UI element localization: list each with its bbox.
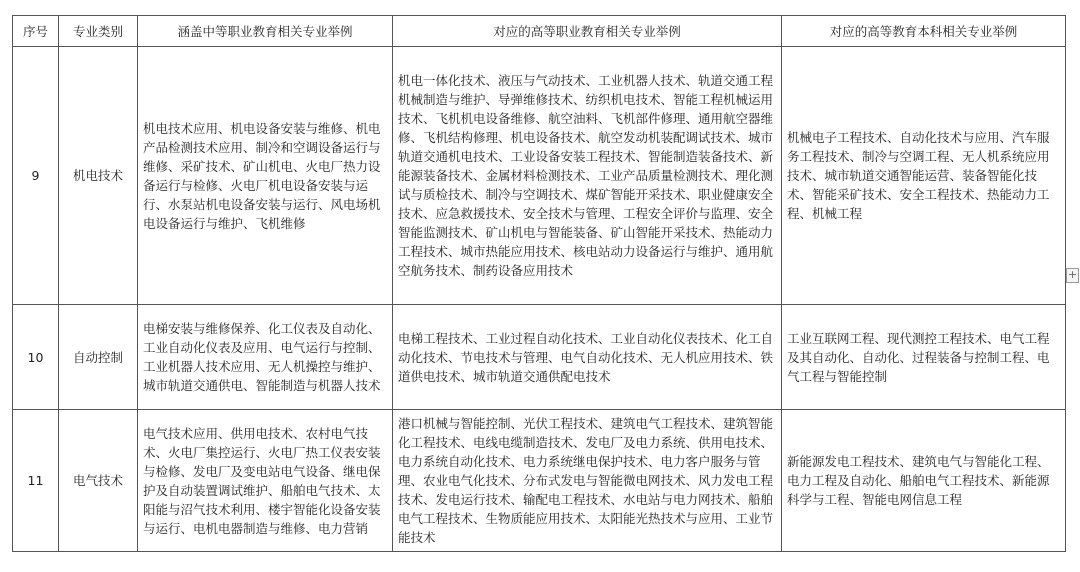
- row-higher-vocational: 港口机械与智能控制、光伏工程技术、建筑电气工程技术、建筑智能化工程技术、电线电缆制造技术、发电厂及电力系统、供用电技术、电力系统自动化技术、电力系统继电保护技术、电力客户服务与管理、农业电气化技术、分布式发电与智能微电网技术、风力发电工程技术、发电运行技术、输配电工程技术、水电站与电力网技术、船舶电气工程技术、生物质能应用技术、太阳能光热技术与应用、工业节能技术: [393, 410, 782, 552]
- header-category: 专业类别: [59, 16, 138, 47]
- major-table: [12, 15, 1066, 552]
- row-category: 机电技术: [59, 47, 138, 305]
- table-row: [13, 305, 1066, 410]
- table-row: [13, 47, 1066, 305]
- row-category: 电气技术: [59, 410, 138, 552]
- row-category: 自动控制: [59, 305, 138, 410]
- row-undergraduate: 工业互联网工程、现代测控工程技术、电气工程及其自动化、自动化、过程装备与控制工程、电气工程与智能控制: [782, 305, 1066, 410]
- row-undergraduate: 机械电子工程技术、自动化技术与应用、汽车服务工程技术、制冷与空调工程、无人机系统应用技术、城市轨道交通智能运营、装备智能化技术、智能采矿技术、安全工程技术、热能动力工程、机械工程: [782, 47, 1066, 305]
- row-number: 11: [13, 410, 59, 552]
- row-higher-vocational: 电梯工程技术、工业过程自动化技术、工业自动化仪表技术、化工自动化技术、节电技术与管理、电气自动化技术、无人机应用技术、铁道供电技术、城市轨道交通供配电技术: [393, 305, 782, 410]
- header-higher-vocational: 对应的高等职业教育相关专业举例: [393, 16, 782, 47]
- row-number: 9: [13, 47, 59, 305]
- header-row: [13, 16, 1066, 47]
- add-row-handle-icon[interactable]: +: [1067, 268, 1078, 281]
- header-no: 序号: [13, 16, 59, 47]
- row-secondary: 电气技术应用、供用电技术、农村电气技术、火电厂集控运行、火电厂热工仪表安装与检修、发电厂及变电站电气设备、继电保护及自动装置调试维护、船舶电气技术、太阳能与沼气技术利用、楼宇智能化设备安装与运行、电机电器制造与维修、电力营销: [138, 410, 393, 552]
- table-row: [13, 410, 1066, 552]
- row-higher-vocational: 机电一体化技术、液压与气动技术、工业机器人技术、轨道交通工程机械制造与维护、导弹维修技术、纺织机电技术、智能工程机械运用技术、飞机机电设备维修、航空油料、飞机部件修理、通用航空器维修、飞机结构修理、机电设备技术、航空发动机装配调试技术、城市轨道交通机电技术、工业设备安装工程技术、智能制造装备技术、新能源装备技术、金属材料检测技术、工业产品质量检测技术、理化测试与质检技术、制冷与空调技术、煤矿智能开采技术、职业健康安全技术、应急救援技术、安全技术与管理、工程安全评价与监理、安全智能监测技术、矿山机电与智能装备、矿山智能开采技术、热能动力工程技术、城市热能应用技术、核电站动力设备运行与维护、通用航空航务技术、制药设备应用技术: [393, 47, 782, 305]
- row-undergraduate: 新能源发电工程技术、建筑电气与智能化工程、电力工程及自动化、船舶电气工程技术、新能源科学与工程、智能电网信息工程: [782, 410, 1066, 552]
- header-secondary: 涵盖中等职业教育相关专业举例: [138, 16, 393, 47]
- row-number: 10: [13, 305, 59, 410]
- row-secondary: 电梯安装与维修保养、化工仪表及自动化、工业自动化仪表及应用、电气运行与控制、工业机器人技术应用、无人机操控与维护、城市轨道交通供电、智能制造与机器人技术: [138, 305, 393, 410]
- header-undergraduate: 对应的高等教育本科相关专业举例: [782, 16, 1066, 47]
- row-secondary: 机电技术应用、机电设备安装与维修、机电产品检测技术应用、制冷和空调设备运行与维修、采矿技术、矿山机电、火电厂热力设备运行与检修、火电厂机电设备安装与运行、水泵站机电设备安装与运行、风电场机电设备运行与维护、飞机维修: [138, 47, 393, 305]
